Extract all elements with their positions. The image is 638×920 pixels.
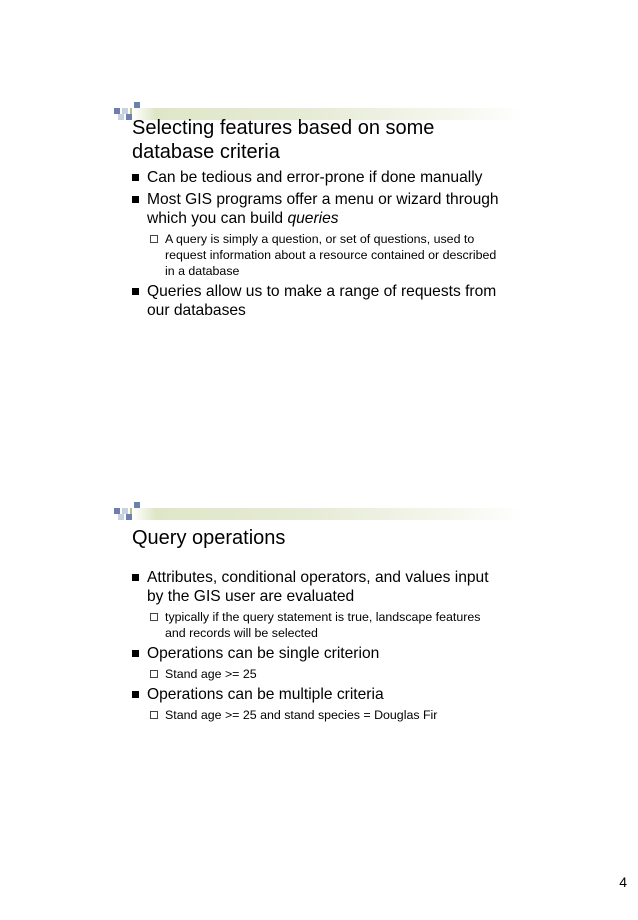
sub-bullet-text: Stand age >= 25	[165, 667, 257, 681]
sub-bullet-item	[132, 707, 502, 723]
square-bullet-icon	[132, 650, 139, 657]
bullet-item	[132, 168, 502, 187]
bullet-emphasis: queries	[287, 210, 339, 227]
square-bullet-icon	[132, 574, 139, 581]
slide-2	[0, 500, 638, 840]
square-bullet-icon	[132, 691, 139, 698]
bullet-item	[132, 644, 502, 663]
sub-bullet-text: Stand age >= 25 and stand species = Douglas Fir	[165, 708, 438, 722]
checkbox-bullet-icon	[150, 235, 158, 243]
slide-1	[0, 100, 638, 440]
sub-bullet-item	[132, 666, 502, 682]
bullet-text: Attributes, conditional operators, and values input by the GIS user are evaluated	[147, 569, 489, 605]
checkbox-bullet-icon	[150, 613, 158, 621]
bullet-text: Can be tedious and error-prone if done manually	[147, 169, 483, 186]
slide-decoration	[114, 500, 524, 522]
checkbox-bullet-icon	[150, 670, 158, 678]
bullet-text: Queries allow us to make a range of requests from our databases	[147, 283, 497, 319]
sub-bullet-text: typically if the query statement is true, landscape features and records will be selected	[165, 610, 481, 640]
bullet-text: Most GIS programs offer a menu or wizard through which you can build	[147, 191, 499, 227]
square-bullet-icon	[132, 174, 139, 181]
square-bullet-icon	[132, 196, 139, 203]
bullet-item	[132, 685, 502, 704]
checkbox-bullet-icon	[150, 711, 158, 719]
bullet-list	[132, 568, 502, 726]
bullet-item	[132, 568, 502, 606]
slide-title: Query operations	[132, 527, 286, 549]
bullet-text: Operations can be multiple criteria	[147, 686, 384, 703]
sub-bullet-item	[132, 609, 502, 641]
bullet-text: Operations can be single criterion	[147, 645, 380, 662]
bullet-item	[132, 282, 502, 320]
page-number: 4	[619, 874, 627, 890]
square-bullet-icon	[132, 288, 139, 295]
slide-title: Selecting features based on some database criteria	[132, 117, 435, 163]
sub-bullet-text: A query is simply a question, or set of questions, used to request information about a resource contained or described in a database	[165, 232, 497, 278]
sub-bullet-item	[132, 231, 502, 279]
bullet-list	[132, 168, 502, 323]
bullet-item	[132, 190, 502, 228]
